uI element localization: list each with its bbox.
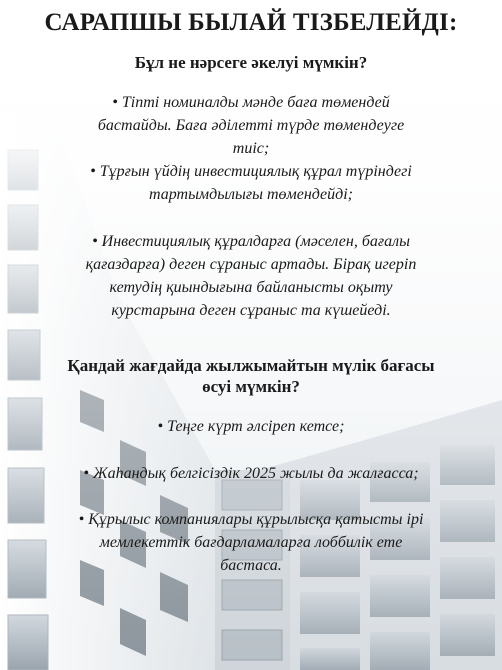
page-title: САРАПШЫ БЫЛАЙ ТІЗБЕЛЕЙДІ: — [44, 9, 458, 36]
section1-heading: Бұл не нәрсеге әкелуі мүмкін? — [134, 53, 368, 72]
section1-bullet-3: • Инвестициялық құралдарға (мәселен, бағалы қағаздарға) деген сұраныс артады. Бірақ игеріп кетудің қиындығына байланысты оқыту курстарына деген сұраныс та күшейеді. — [85, 233, 417, 319]
section2-bullet-1: • Теңге күрт әлсіреп кетсе; — [157, 418, 345, 435]
section2-bullet-2: • Жаһандық белгісіздік 2025 жылы да жалғасса; — [83, 465, 419, 482]
section1-bullet-1: • Тіпті номиналды мәнде баға төмендей бастайды. Баға әділетті түрде төмендеуге тиіс; — [97, 94, 405, 157]
section1-bullet-2: • Тұрғын үйдің инвестициялық құрал түріндегі тартымдылығы төмендейді; — [90, 163, 412, 203]
section2-bullet-3: • Құрылыс компаниялары құрылысқа қатысты ірі мемлекеттік бағдарламаларға лоббилік ете бастаса. — [78, 511, 424, 574]
section2-heading: Қандай жағдайда жылжымайтын мүлік бағасы өсуі мүмкін? — [67, 356, 435, 396]
